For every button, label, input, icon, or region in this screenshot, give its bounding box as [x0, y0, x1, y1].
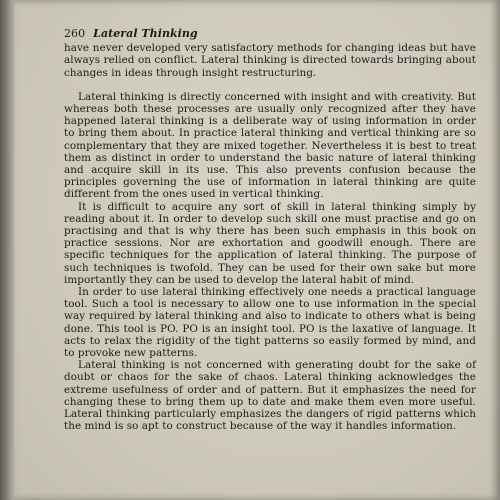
paragraph-5: Lateral thinking is not concerned with generating doubt for the sake of doubt or chaos for the sake of chaos. Lateral thinking acknowledges the extreme usefulness of order and of pattern. But it emphasizes the need for changing these to bring them up to date and make them even more useful. Lateral thinking particularly emphasizes the dangers of rigid patterns which the mind is so apt to construct because of the way it handles information. [64, 359, 476, 433]
page-number: 260 [64, 27, 86, 40]
paragraph-4: In order to use lateral thinking effectively one needs a practical language tool. Such a tool is necessary to allow one to use information in the special way required by lateral thinking and also to indicate to others what is being done. This tool is PO. PO is an insight tool. PO is the laxative of language. It acts to relax the rigidity of the tight patterns so easily formed by mind, and to provoke new patterns. [64, 286, 476, 360]
paragraph-2: Lateral thinking is directly concerned with insight and with creativity. But whereas both these processes are usually only recognized after they have happened lateral thinking is a deliberate way of using information in order to bring them about. In practice lateral thinking and vertical thinking are so complementary that they are mixed together. Nevertheless it is best to treat them as distinct in order to understand the basic nature of lateral thinking and acquire skill in its use. This also prevents confusion because the principles governing the use of information in lateral thinking are quite different from the ones used in vertical thinking. [64, 90, 476, 201]
running-head [64, 28, 476, 40]
paragraph-3: It is difficult to acquire any sort of skill in lateral thinking simply by reading about it. In order to develop such skill one must practise and go on practising and that is why there has been such emphasis in this book on practice sessions. Nor are exhortation and goodwill enough. There are specific techniques for the application of lateral thinking. The purpose of such techniques is twofold. They can be used for their own sake but more importantly they can be used to develop the lateral habit of mind. [64, 200, 476, 286]
running-title: Lateral Thinking [93, 27, 198, 40]
page-text [64, 28, 476, 433]
paragraph-1: have never developed very satisfactory methods for changing ideas but have always relied on conflict. Lateral thinking is directed towards bringing about changes in ideas through insight restructuring. [64, 42, 476, 79]
